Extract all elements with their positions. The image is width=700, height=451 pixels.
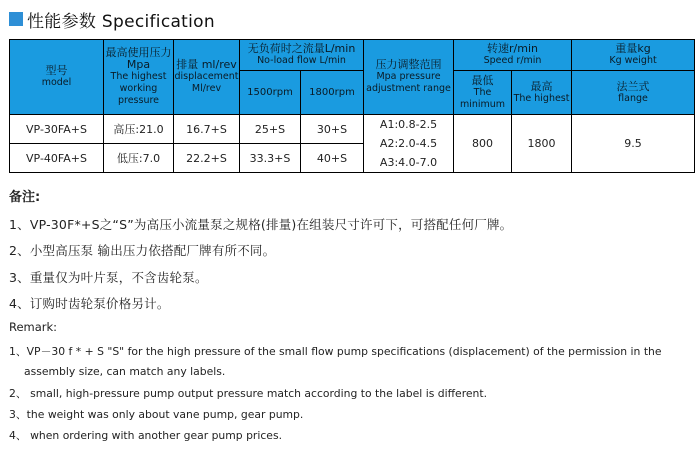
cell-flow-1500: 33.3+S	[240, 144, 301, 173]
section-title-text: 性能参数 Specification	[27, 11, 215, 32]
note-item: 1、VP-30F*+S之“S”为高压小流量泵之规格(排量)在组装尺寸许可下，可搭配任何厂牌。	[9, 217, 513, 232]
cell-displacement: 22.2+S	[174, 144, 240, 173]
note-item: 3、重量仅为叶片泵，不含齿轮泵。	[9, 270, 208, 285]
cell-speed-min: 800	[454, 115, 512, 173]
notes-title: 备注:	[9, 190, 41, 205]
header-flow-1800: 1800rpm	[301, 71, 364, 115]
header-speed: 转速r/min Speed r/min	[454, 40, 572, 71]
cell-model: VP-30FA+S	[10, 115, 104, 144]
header-flow-1500: 1500rpm	[240, 71, 301, 115]
cell-weight: 9.5	[572, 115, 695, 173]
remark-title: Remark:	[9, 320, 58, 334]
header-speed-min: 最低 The minimum	[454, 71, 512, 115]
remark-line: assembly size, can match any labels.	[24, 365, 226, 378]
header-model: 型号 model	[10, 40, 104, 115]
header-speed-max: 最高 The highest	[512, 71, 572, 115]
header-adjust-range: 压力调整范围 Mpa pressure adjustment range	[364, 40, 454, 115]
cell-flow-1800: 40+S	[301, 144, 364, 173]
header-pressure: 最高使用压力Mpa The highest working pressure	[104, 40, 174, 115]
section-title	[9, 7, 215, 31]
adjust-range-a1: A1:0.8-2.5	[379, 118, 438, 131]
remark-line: 2、 small, high-pressure pump output pressure match according to the label is different.	[9, 387, 488, 400]
table-row	[10, 115, 695, 144]
blue-square-icon	[9, 12, 23, 26]
header-weight-flange: 法兰式 flange	[572, 71, 695, 115]
header-displacement: 排量 ml/rev displacement Ml/rev	[174, 40, 240, 115]
header-flow: 无负荷时之流量L/min No-load flow L/min	[240, 40, 364, 71]
cell-model: VP-40FA+S	[10, 144, 104, 173]
cell-pressure-high: 高压:21.0	[104, 115, 174, 144]
note-item: 2、小型高压泵 输出压力依搭配厂牌有所不同。	[9, 243, 276, 258]
cell-flow-1500: 25+S	[240, 115, 301, 144]
spec-table	[9, 39, 695, 173]
cell-flow-1800: 30+S	[301, 115, 364, 144]
remark-line: 4、 when ordering with another gear pump prices.	[9, 429, 283, 442]
adjust-range-a3: A3:4.0-7.0	[379, 156, 438, 169]
header-weight: 重量kg Kg weight	[572, 40, 695, 71]
remark-line: 1、VP－30 f * + S "S" for the high pressure of the small flow pump specifications (displacement) of the permission in the	[9, 345, 662, 358]
note-item: 4、订购时齿轮泵价格另计。	[9, 296, 170, 311]
remark-line: 3、the weight was only about vane pump, gear pump.	[9, 408, 304, 421]
cell-speed-max: 1800	[512, 115, 572, 173]
cell-pressure-low: 低压:7.0	[104, 144, 174, 173]
cell-displacement: 16.7+S	[174, 115, 240, 144]
cell-adjust-range	[364, 115, 454, 173]
adjust-range-a2: A2:2.0-4.5	[379, 137, 438, 150]
